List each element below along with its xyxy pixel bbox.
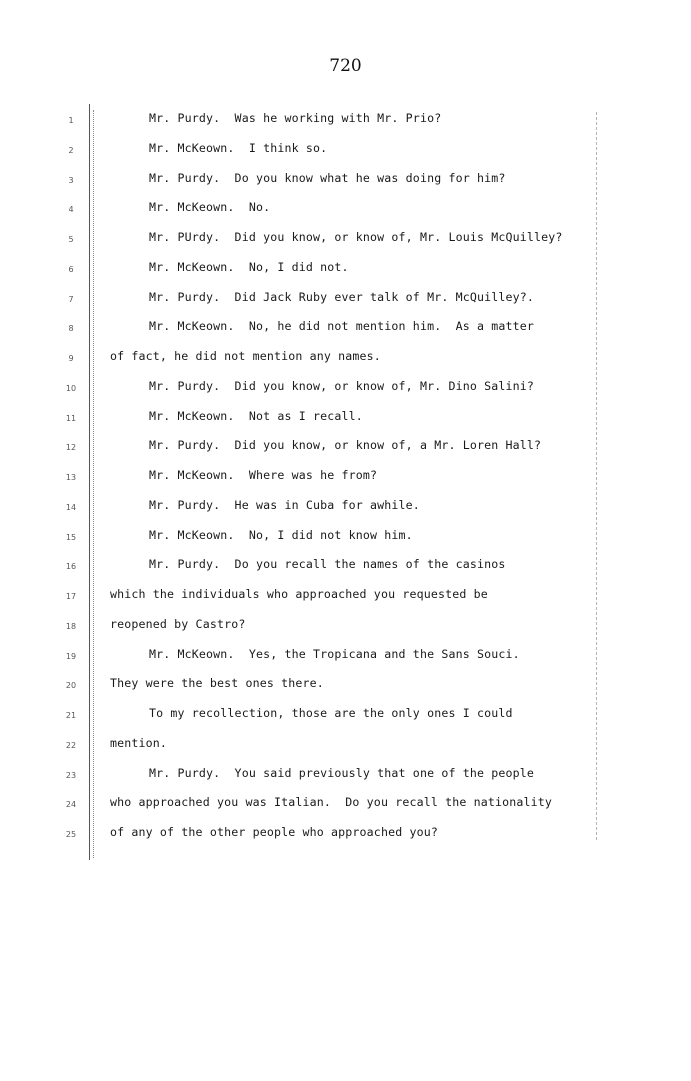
- transcript-line: [0, 111, 691, 131]
- line-text: Mr. McKeown. I think so.: [149, 140, 328, 155]
- transcript-line: [0, 349, 691, 369]
- transcript-line: [0, 766, 691, 786]
- transcript-line: [0, 676, 691, 696]
- transcript-line: [0, 171, 691, 191]
- transcript-line: [0, 795, 691, 815]
- line-number: 2: [68, 145, 74, 155]
- transcript-line: [0, 706, 691, 726]
- line-number: 3: [68, 175, 74, 185]
- line-number: 14: [65, 502, 77, 512]
- transcript-line: [0, 260, 691, 280]
- transcript-line: [0, 736, 691, 756]
- line-text: Mr. McKeown. Yes, the Tropicana and the Sans Souci.: [149, 646, 520, 661]
- line-text: To my recollection, those are the only ones I could: [149, 706, 513, 720]
- line-number: 13: [65, 473, 77, 482]
- line-text: of any of the other people who approached you?: [110, 825, 438, 839]
- line-number: 25: [65, 830, 77, 839]
- transcript-line: [0, 468, 691, 488]
- line-number: 20: [65, 681, 77, 691]
- line-number: 18: [65, 621, 77, 631]
- line-number: 24: [65, 800, 77, 810]
- transcript-line: [0, 647, 691, 667]
- line-text: Mr. Purdy. Do you know what he was doing for him?: [149, 170, 506, 185]
- line-text: Mr. Purdy. Did you know, or know of, Mr. Dino Salini?: [149, 378, 535, 393]
- line-text: Mr. Purdy. You said previously that one of the people: [149, 765, 535, 780]
- line-number: 23: [65, 770, 77, 780]
- transcript-line: [0, 319, 691, 339]
- transcript-line: [0, 498, 691, 518]
- line-number: 8: [68, 324, 74, 334]
- page-number: 720: [329, 56, 362, 76]
- line-text: Mr. Purdy. He was in Cuba for awhile.: [149, 497, 420, 512]
- line-text: Mr. Purdy. Do you recall the names of the casinos: [149, 557, 506, 572]
- line-number: 21: [65, 711, 77, 720]
- line-text: mention.: [110, 735, 168, 750]
- transcript-line: [0, 557, 691, 577]
- line-text: Mr. McKeown. Not as I recall.: [149, 408, 363, 423]
- transcript-line: [0, 587, 691, 607]
- transcript-line: [0, 409, 691, 429]
- line-number: 17: [65, 592, 77, 601]
- transcript-line: [0, 438, 691, 458]
- line-text: Mr. McKeown. No, he did not mention him. As a matter: [149, 319, 535, 334]
- transcript-line: [0, 379, 691, 399]
- line-number: 1: [68, 116, 74, 125]
- line-number: 4: [68, 205, 74, 215]
- line-number: 12: [65, 443, 77, 453]
- transcript-line: [0, 230, 691, 250]
- line-text: Mr. Purdy. Did Jack Ruby ever talk of Mr. McQuilley?.: [149, 289, 535, 304]
- transcript-line: [0, 825, 691, 845]
- transcript-line: [0, 528, 691, 548]
- line-text: of fact, he did not mention any names.: [110, 349, 381, 363]
- line-text: Mr. McKeown. No.: [149, 200, 271, 215]
- transcript-line: [0, 141, 691, 161]
- line-text: Mr. McKeown. No, I did not know him.: [149, 527, 413, 542]
- line-number: 9: [68, 354, 74, 363]
- line-text: They were the best ones there.: [110, 676, 324, 691]
- transcript-line: [0, 200, 691, 220]
- line-number: 11: [65, 413, 77, 423]
- line-number: 7: [68, 294, 74, 304]
- line-text: who approached you was Italian. Do you recall the nationality: [110, 795, 553, 810]
- line-number: 16: [65, 562, 77, 572]
- line-number: 22: [65, 740, 77, 750]
- transcript-line: [0, 290, 691, 310]
- line-text: reopened by Castro?: [110, 616, 246, 631]
- line-text: Mr. McKeown. Where was he from?: [149, 468, 378, 482]
- line-number: 6: [68, 264, 74, 274]
- line-number: 15: [65, 532, 77, 542]
- line-number: 5: [68, 235, 74, 244]
- line-number: 19: [65, 651, 77, 661]
- line-text: Mr. PUrdy. Did you know, or know of, Mr. Louis McQuilley?: [149, 230, 563, 244]
- line-text: Mr. Purdy. Did you know, or know of, a Mr. Loren Hall?: [149, 438, 542, 453]
- line-text: Mr. McKeown. No, I did not.: [149, 259, 349, 274]
- line-text: Mr. Purdy. Was he working with Mr. Prio?: [149, 111, 442, 125]
- transcript-line: [0, 617, 691, 637]
- line-number: 10: [65, 383, 77, 393]
- line-text: which the individuals who approached you requested be: [110, 587, 488, 601]
